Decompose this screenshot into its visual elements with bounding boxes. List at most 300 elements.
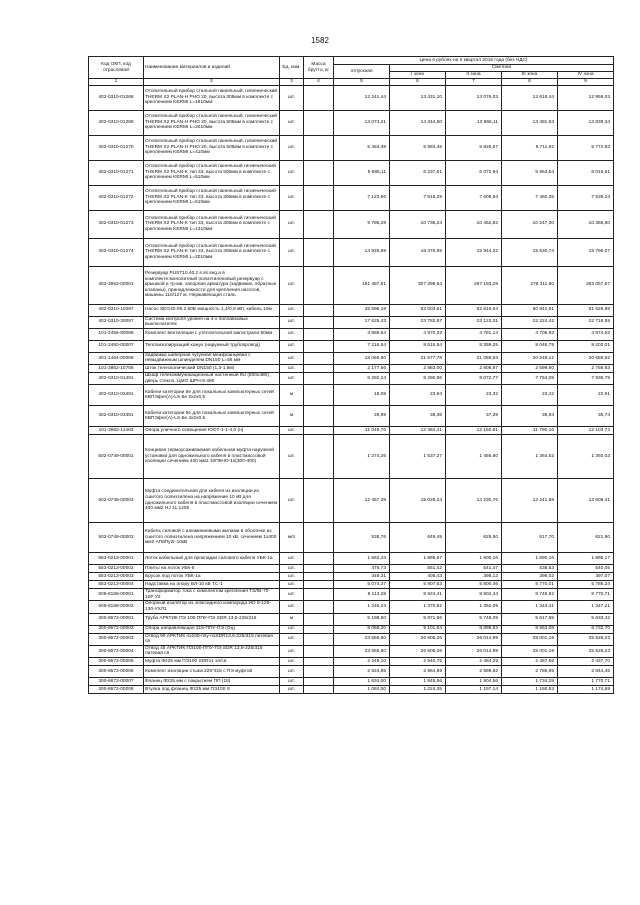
row-zone1-price: 13 431,10	[390, 85, 446, 110]
col-index: 6	[390, 79, 446, 86]
row-code: 402-0310-01272	[89, 185, 144, 210]
row-name: Надставка на опору ВЛ-10 кВ ТС-1	[144, 581, 280, 589]
row-zone1-price: 15 028,24	[390, 479, 446, 523]
row-mass	[304, 581, 334, 589]
row-unit: шт.	[280, 352, 304, 364]
row-zone1-price: 8 290,96	[390, 372, 446, 384]
row-zone1-price: 551,42	[390, 565, 446, 573]
row-release-price: 2 249,10	[334, 657, 390, 665]
row-unit: шт.	[280, 135, 304, 160]
row-release-price: 2 177,56	[334, 364, 390, 372]
row-zone1-price: 38,36	[390, 406, 446, 427]
row-release-price: 23 555,60	[334, 633, 390, 645]
row-release-price: 348,31	[334, 573, 390, 581]
table-row	[89, 677, 614, 685]
row-release-price: 1 246,23	[334, 601, 390, 613]
row-zone4-price: 397,07	[558, 573, 614, 581]
table-row	[89, 385, 614, 406]
row-code: 300-8672-00003	[89, 633, 144, 645]
row-unit: шт.	[280, 565, 304, 573]
row-mass	[304, 633, 334, 645]
row-name: Концевая термоусаживаемая кабельная муфта наружной установки для одножильного кабеля в пластмассовой изоляции сечением 400 мм2 10ПКНО-1х(300-400)	[144, 435, 280, 479]
row-zone3-price: 1 150,53	[502, 685, 558, 693]
row-release-price: 14 925,99	[334, 238, 390, 266]
row-zone2-price: 2 806,87	[446, 364, 502, 372]
col-index: 3	[280, 79, 304, 86]
row-unit: шт.	[280, 160, 304, 185]
row-zone4-price: 540,05	[558, 565, 614, 573]
row-release-price: 18 065,60	[334, 352, 390, 364]
row-zone4-price: 7 539,24	[558, 185, 614, 210]
row-name: Кабели категории 5е для локальных компьютерных сетей КВПЭфнг(А)-LS-5е 2х2х0,5	[144, 385, 280, 406]
row-name: Отопительный прибор стальной панельный гигиенический THERM X2 PLAN-K тип 33, высота 305мм в комплекте с креплением KERMI L=610мм	[144, 185, 280, 210]
row-code: 402-0310-01271	[89, 160, 144, 185]
row-release-price: 1 634,00	[334, 677, 390, 685]
row-zone4-price: 12 103,74	[558, 427, 614, 435]
row-zone3-price: 10 247,30	[502, 210, 558, 238]
row-zone3-price: 11 780,16	[502, 427, 558, 435]
row-code: 402-0310-30097	[89, 316, 144, 328]
row-zone2-price: 6 072,94	[446, 160, 502, 185]
row-mass	[304, 589, 334, 601]
row-zone2-price: 8 359,25	[446, 340, 502, 352]
row-zone3-price: 1 690,16	[502, 553, 558, 565]
row-zone4-price: 2 759,83	[558, 364, 614, 372]
row-zone2-price: 14 230,76	[446, 479, 502, 523]
table-row	[89, 406, 614, 427]
row-release-price: 5 454,38	[334, 135, 390, 160]
row-release-price: 12 241,44	[334, 85, 390, 110]
header-zone-4: IV зона	[558, 72, 614, 79]
row-unit: шт.	[280, 645, 304, 657]
table-row	[89, 85, 614, 110]
row-zone1-price: 2 883,00	[390, 364, 446, 372]
row-name: Трансформатор тока с комплектом крепления ТЗЛВ-70-10Р У2	[144, 589, 280, 601]
row-unit: шт.	[280, 573, 304, 581]
row-unit: м/п	[280, 523, 304, 553]
row-zone3-price: 5 711,92	[502, 135, 558, 160]
table-row	[89, 160, 614, 185]
row-zone1-price: 5 984,45	[390, 135, 446, 160]
row-zone2-price: 26 014,99	[446, 645, 502, 657]
table-row	[89, 238, 614, 266]
row-name: Муфта соединительная для кабеля из изоляции из сшитого полиэтилена на напряжение 10 кВ для одножильного кабеля в пластмассовой изоляции сечением 400 мм2 HJ 11.1205	[144, 479, 280, 523]
row-name: Опорный изолятор из эпоксидного компаунда ИО 8-125-130-УХЛ1	[144, 601, 280, 613]
row-zone3-price: 2 699,60	[502, 364, 558, 372]
row-code: 403-3863-00001	[89, 266, 144, 304]
row-name: Отопительный прибор стальной панельный гигиенический THERM X2 PLAN-K тип 33, высота 305мм в комплекте с креплением KERMI L=1310мм	[144, 210, 280, 238]
row-name: Отопительный прибор стальной панельный, гигиенический THERM X2 PLAN-H PHO 20, высота 505мм в комплекте с креплением KERMI L=410мм	[144, 135, 280, 160]
row-unit: шт.	[280, 677, 304, 685]
row-zone2-price: 2 484,29	[446, 657, 502, 665]
row-zone1-price: 1 845,56	[390, 677, 446, 685]
row-zone4-price: 1 174,69	[558, 685, 614, 693]
row-zone3-price: 396,02	[502, 573, 558, 581]
row-release-price: 8 058,20	[334, 625, 390, 633]
table-row	[89, 633, 614, 645]
row-unit: шт.	[280, 364, 304, 372]
row-zone1-price: 4 970,32	[390, 328, 446, 340]
row-zone3-price: 13 491,53	[502, 110, 558, 135]
row-zone1-price: 2 964,89	[390, 665, 446, 677]
price-table	[88, 56, 614, 694]
row-unit: шт.	[280, 581, 304, 589]
row-unit: шт.	[280, 435, 304, 479]
header-code: Код ОКП, код отраслевой	[89, 57, 144, 79]
row-zone4-price: 36,74	[558, 406, 614, 427]
row-zone3-price: 12 618,44	[502, 85, 558, 110]
row-zone3-price: 25 001,19	[502, 645, 558, 657]
row-mass	[304, 677, 334, 685]
table-row	[89, 328, 614, 340]
table-row	[89, 316, 614, 328]
row-zone2-price: 1 800,16	[446, 553, 502, 565]
row-code: 402-0310-01273	[89, 210, 144, 238]
table-row	[89, 364, 614, 372]
row-release-price: 18,08	[334, 385, 390, 406]
header-zone-1: I зона	[390, 72, 446, 79]
row-mass	[304, 160, 334, 185]
row-zone3-price: 8 046,79	[502, 340, 558, 352]
table-row	[89, 645, 614, 657]
row-zone1-price: 23,94	[390, 385, 446, 406]
row-mass	[304, 372, 334, 384]
table-row	[89, 110, 614, 135]
row-zone3-price: 1 343,41	[502, 601, 558, 613]
table-row	[89, 479, 614, 523]
row-unit: шт.	[280, 210, 304, 238]
row-zone3-price: 7 460,35	[502, 185, 558, 210]
row-zone2-price: 5 800,46	[446, 581, 502, 589]
col-index: 8	[502, 79, 558, 86]
row-unit: шт.	[280, 601, 304, 613]
row-code: 402-0310-01269	[89, 110, 144, 135]
row-zone4-price: 20 659,52	[558, 352, 614, 364]
row-zone4-price: 4 874,63	[558, 328, 614, 340]
row-mass	[304, 685, 334, 693]
row-release-price: 5 074,37	[334, 581, 390, 589]
row-zone2-price: 5 825,67	[446, 135, 502, 160]
row-zone2-price: 13 966,11	[446, 110, 502, 135]
row-zone4-price: 25 526,23	[558, 645, 614, 657]
row-release-price: 2 624,85	[334, 665, 390, 677]
row-name: Комплект изоляции стыка 225*315 с ПЭ муфтой	[144, 665, 280, 677]
row-name: Теплоизолирующий кожух (наружный трубопровод)	[144, 340, 280, 352]
row-unit: шт.	[280, 340, 304, 352]
row-zone3-price: 7 764,09	[502, 372, 558, 384]
row-zone1-price: 405,43	[390, 573, 446, 581]
table-row	[89, 625, 614, 633]
row-zone4-price: 8 770,71	[558, 589, 614, 601]
table-row	[89, 340, 614, 352]
row-zone3-price: 617,70	[502, 523, 558, 553]
row-zone3-price: 4 706,93	[502, 328, 558, 340]
header-zone-3: III зона	[502, 72, 558, 79]
row-zone1-price: 8 515,54	[390, 340, 446, 352]
table-row	[89, 210, 614, 238]
row-mass	[304, 406, 334, 427]
row-zone4-price: 2 844,45	[558, 665, 614, 677]
row-release-price: 12 457,38	[334, 479, 390, 523]
row-mass	[304, 427, 334, 435]
row-zone1-price: 9 101,84	[390, 625, 446, 633]
row-zone1-price: 26 605,26	[390, 633, 446, 645]
row-code: 502-0749-00001	[89, 435, 144, 479]
row-unit: шт.	[280, 238, 304, 266]
table-row	[89, 565, 614, 573]
row-code: 300-8672-00008	[89, 685, 144, 693]
row-mass	[304, 364, 334, 372]
row-code: 301-1464-00008	[89, 352, 144, 364]
row-zone4-price: 12 959,03	[558, 85, 614, 110]
row-zone1-price: 23 782,57	[390, 316, 446, 328]
row-zone3-price: 22,42	[502, 385, 558, 406]
row-code: 300-8672-00002	[89, 625, 144, 633]
row-zone1-price: 16 376,55	[390, 238, 446, 266]
table-row	[89, 352, 614, 364]
row-release-price: 538,76	[334, 523, 390, 553]
row-mass	[304, 435, 334, 479]
row-mass	[304, 523, 334, 553]
row-mass	[304, 613, 334, 625]
row-mass	[304, 316, 334, 328]
row-zone2-price: 13 076,03	[446, 85, 502, 110]
row-zone1-price: 5 907,63	[390, 581, 446, 589]
row-zone2-price: 1 197,14	[446, 685, 502, 693]
row-zone4-price: 6 732,70	[558, 625, 614, 633]
row-mass	[304, 135, 334, 160]
row-name: Комплект вентиляции с утеплительной магистрали 50мм	[144, 328, 280, 340]
row-release-price: 11 049,76	[334, 427, 390, 435]
row-mass	[304, 85, 334, 110]
row-zone2-price: 26 014,99	[446, 633, 502, 645]
row-name: Отвод 90 АРКТИК пэ100-ппу-пэSDR13,6-225/315 питевая св	[144, 633, 280, 645]
row-zone2-price: 52 616,04	[446, 304, 502, 316]
row-zone2-price: 10 452,82	[446, 210, 502, 238]
row-unit: м	[280, 385, 304, 406]
row-zone4-price: 1 347,21	[558, 601, 614, 613]
row-release-price: 5 685,11	[334, 160, 390, 185]
row-zone3-price: 538,63	[502, 565, 558, 573]
row-release-price: 45 596,18	[334, 304, 390, 316]
row-zone4-price: 7 936,79	[558, 372, 614, 384]
row-name: Отвод 45 АРКТИК ПЭ100-ППУ-ПЭ SDR 13,6-225/315 питевая св	[144, 645, 280, 657]
row-mass	[304, 601, 334, 613]
row-zone1-price: 8 924,41	[390, 589, 446, 601]
row-name: Система контроля уровня на 4-х поплавковых выключателях	[144, 316, 280, 328]
row-mass	[304, 657, 334, 665]
row-zone4-price: 2 437,70	[558, 657, 614, 665]
row-code: 101-2456-80088	[89, 328, 144, 340]
row-unit: шт.	[280, 372, 304, 384]
col-index: 5	[334, 79, 390, 86]
row-zone4-price: 1 392,03	[558, 435, 614, 479]
row-zone4-price: 51 626,98	[558, 304, 614, 316]
row-zone4-price: 13 608,41	[558, 479, 614, 523]
row-code: 101-3662-11483	[89, 427, 144, 435]
row-release-price: 1 084,00	[334, 685, 390, 693]
row-zone3-price: 8 553,08	[502, 625, 558, 633]
column-index-row	[89, 79, 614, 86]
row-zone1-price: 1 224,35	[390, 685, 446, 693]
row-zone1-price: 26 605,26	[390, 645, 446, 657]
row-unit: шт.	[280, 85, 304, 110]
row-zone2-price: 541,47	[446, 565, 502, 573]
row-zone3-price: 13 241,58	[502, 479, 558, 523]
table-row	[89, 185, 614, 210]
col-index: 7	[446, 79, 502, 86]
row-release-price: 8 113,28	[334, 589, 390, 601]
row-zone4-price: 22,91	[558, 385, 614, 406]
row-name: Плиты на лоток УБК-5	[144, 565, 280, 573]
row-zone3-price: 279 311,80	[502, 266, 558, 304]
row-zone4-price: 621,90	[558, 523, 614, 553]
row-zone2-price: 8 802,44	[446, 589, 502, 601]
row-release-price: 5 198,50	[334, 613, 390, 625]
header-name: Наименование материалов и изделий	[144, 57, 280, 79]
row-release-price: 17 625,43	[334, 316, 390, 328]
row-unit: шт.	[280, 657, 304, 665]
row-zone1-price: 1 370,82	[390, 601, 446, 613]
row-zone4-price: 5 633,42	[558, 613, 614, 625]
row-code: 402-0310-01270	[89, 135, 144, 160]
row-zone1-price: 7 816,29	[390, 185, 446, 210]
row-code: 509-8168-00001	[89, 589, 144, 601]
row-release-price: 6 282,24	[334, 372, 390, 384]
row-zone4-price: 5 785,24	[558, 581, 614, 589]
row-mass	[304, 385, 334, 406]
row-release-price: 28,99	[334, 406, 390, 427]
header-mass: Масса брутто, кг	[304, 57, 334, 79]
row-release-price: 9 786,28	[334, 210, 390, 238]
row-mass	[304, 479, 334, 523]
header-release: отпускная	[334, 65, 390, 79]
row-name: Втулка под фланец Ф225 мм ПЭ100 S	[144, 685, 280, 693]
table-row	[89, 581, 614, 589]
row-zone3-price: 5 770,01	[502, 581, 558, 589]
row-mass	[304, 645, 334, 657]
row-name: Труба АРКТИК ПЭ 100-ППУ-ПЭ SDR 13,6-225/315	[144, 613, 280, 625]
row-zone1-price: 53 003,61	[390, 304, 446, 316]
row-zone3-price: 5 953,54	[502, 160, 558, 185]
row-zone4-price: 22 718,59	[558, 316, 614, 328]
table-row	[89, 665, 614, 677]
row-name: Отопительный прибор стальной панельный, гигиенический THERM X2 PLAN-H PHO 20, высота 305мм в комплекте с креплением KERMI L=1810мм	[144, 85, 280, 110]
row-mass	[304, 238, 334, 266]
row-zone2-price: 8 899,83	[446, 625, 502, 633]
row-zone4-price: 8 203,01	[558, 340, 614, 352]
row-zone4-price: 1 770,71	[558, 677, 614, 685]
row-zone1-price: 5 871,56	[390, 613, 446, 625]
row-zone2-price: 1 352,09	[446, 601, 502, 613]
row-unit: шт.	[280, 328, 304, 340]
row-zone2-price: 15 944,22	[446, 238, 502, 266]
page-number: 1582	[311, 36, 329, 45]
table-row	[89, 589, 614, 601]
row-zone1-price: 12 362,41	[390, 427, 446, 435]
row-name: Опора уличного освещения ЮОТ-1-1-4,0 (н)	[144, 427, 280, 435]
row-name: Отопительный прибор стальной панельный, гигиенический THERM X2 PLAN-H PHO 20, высота 505мм в комплекте с креплением KERMI L=2010мм	[144, 110, 280, 135]
row-code: 402-0310-01268	[89, 85, 144, 110]
row-zone2-price: 21 069,53	[446, 352, 502, 364]
row-zone3-price: 35,94	[502, 406, 558, 427]
table-row	[89, 304, 614, 316]
row-zone3-price: 2 785,95	[502, 665, 558, 677]
row-name: Отопительный прибор стальной панельный гигиенический THERM X2 PLAN-K тип 33, высота 305мм в комплекте с креплением KERMI L=2010мм	[144, 238, 280, 266]
header-price-group: Цена в рублях на II квартал 2016 года (без НДС)	[334, 57, 614, 65]
row-mass	[304, 340, 334, 352]
row-zone2-price: 287 193,28	[446, 266, 502, 304]
row-code: 509-8168-00002	[89, 601, 144, 613]
row-unit: шт.	[280, 625, 304, 633]
row-name: Кабель силовой с алюминиевыми жилами в оболочке из сшитого полиэтилена напряжением 10 кВ, сечением 1х400 мм2 АПвПу2г-10кВ	[144, 523, 280, 553]
table-row	[89, 435, 614, 479]
row-zone2-price: 12 150,81	[446, 427, 502, 435]
table-row	[89, 573, 614, 581]
row-name: Кабели категории 5е для локальных компьютерных сетей КВПЭфнг(А)-LS-5е 4х2х0,5	[144, 406, 280, 427]
row-unit: шт.	[280, 665, 304, 677]
row-code: 553-0213-00001	[89, 553, 144, 565]
row-zone1-price: 307 299,53	[390, 266, 446, 304]
table-row	[89, 601, 614, 613]
row-zone2-price: 37,39	[446, 406, 502, 427]
row-mass	[304, 625, 334, 633]
row-unit: м	[280, 406, 304, 427]
row-mass	[304, 328, 334, 340]
row-zone3-price: 1 734,28	[502, 677, 558, 685]
row-name: Опора направляющая 315-ППУ-ПЭ (Оц)	[144, 625, 280, 633]
col-index: 4	[304, 79, 334, 86]
row-unit: шт.	[280, 316, 304, 328]
row-unit: шт.	[280, 633, 304, 645]
row-code: 300-8672-00005	[89, 657, 144, 665]
row-zone1-price: 14 344,60	[390, 110, 446, 135]
row-zone3-price: 8 745,92	[502, 589, 558, 601]
row-release-price: 1 274,26	[334, 435, 390, 479]
row-mass	[304, 573, 334, 581]
row-release-price: 3 889,64	[334, 328, 390, 340]
row-unit: шт.	[280, 110, 304, 135]
row-code: 553-0213-00003	[89, 573, 144, 581]
row-code: 101-3862-10706	[89, 364, 144, 372]
row-zone3-price: 2 387,58	[502, 657, 558, 665]
row-zone1-price: 1 895,67	[390, 553, 446, 565]
row-name: Шкаф телекоммуникационный настенный 9U (600х480) , дверь стекло, ЦМО ШРН-9.480	[144, 372, 280, 384]
row-code: 101-2460-00007	[89, 340, 144, 352]
row-release-price: 475,73	[334, 565, 390, 573]
row-mass	[304, 553, 334, 565]
row-zone1-price: 21 577,78	[390, 352, 446, 364]
row-unit: шт.	[280, 589, 304, 601]
row-name: Резервуар PUST10.40.z.s.ss.seg.a в комплекте:монолитный полиэтиленовый резервуар с крышкой и тр-ми. запорная арматура (задвижки, обратные клапаны), принадлежности для крепления насосов, машины 110/127 м. Нержавеющая сталь	[144, 266, 280, 304]
row-mass	[304, 185, 334, 210]
row-release-price: 1 662,43	[334, 553, 390, 565]
row-zone2-price: 2 898,82	[446, 665, 502, 677]
row-code: 300-8672-00007	[89, 677, 144, 685]
row-zone2-price: 625,50	[446, 523, 502, 553]
row-code: 402-0310-02491	[89, 385, 144, 406]
row-mass	[304, 110, 334, 135]
row-zone2-price: 8 072,77	[446, 372, 502, 384]
row-zone4-price: 1 895,17	[558, 553, 614, 565]
row-release-price: 181 487,81	[334, 266, 390, 304]
row-zone1-price: 649,49	[390, 523, 446, 553]
table-row	[89, 427, 614, 435]
row-zone4-price: 15 796,07	[558, 238, 614, 266]
row-code: 300-8672-00004	[89, 645, 144, 657]
row-unit: шт.	[280, 685, 304, 693]
row-code: 300-8672-00006	[89, 665, 144, 677]
